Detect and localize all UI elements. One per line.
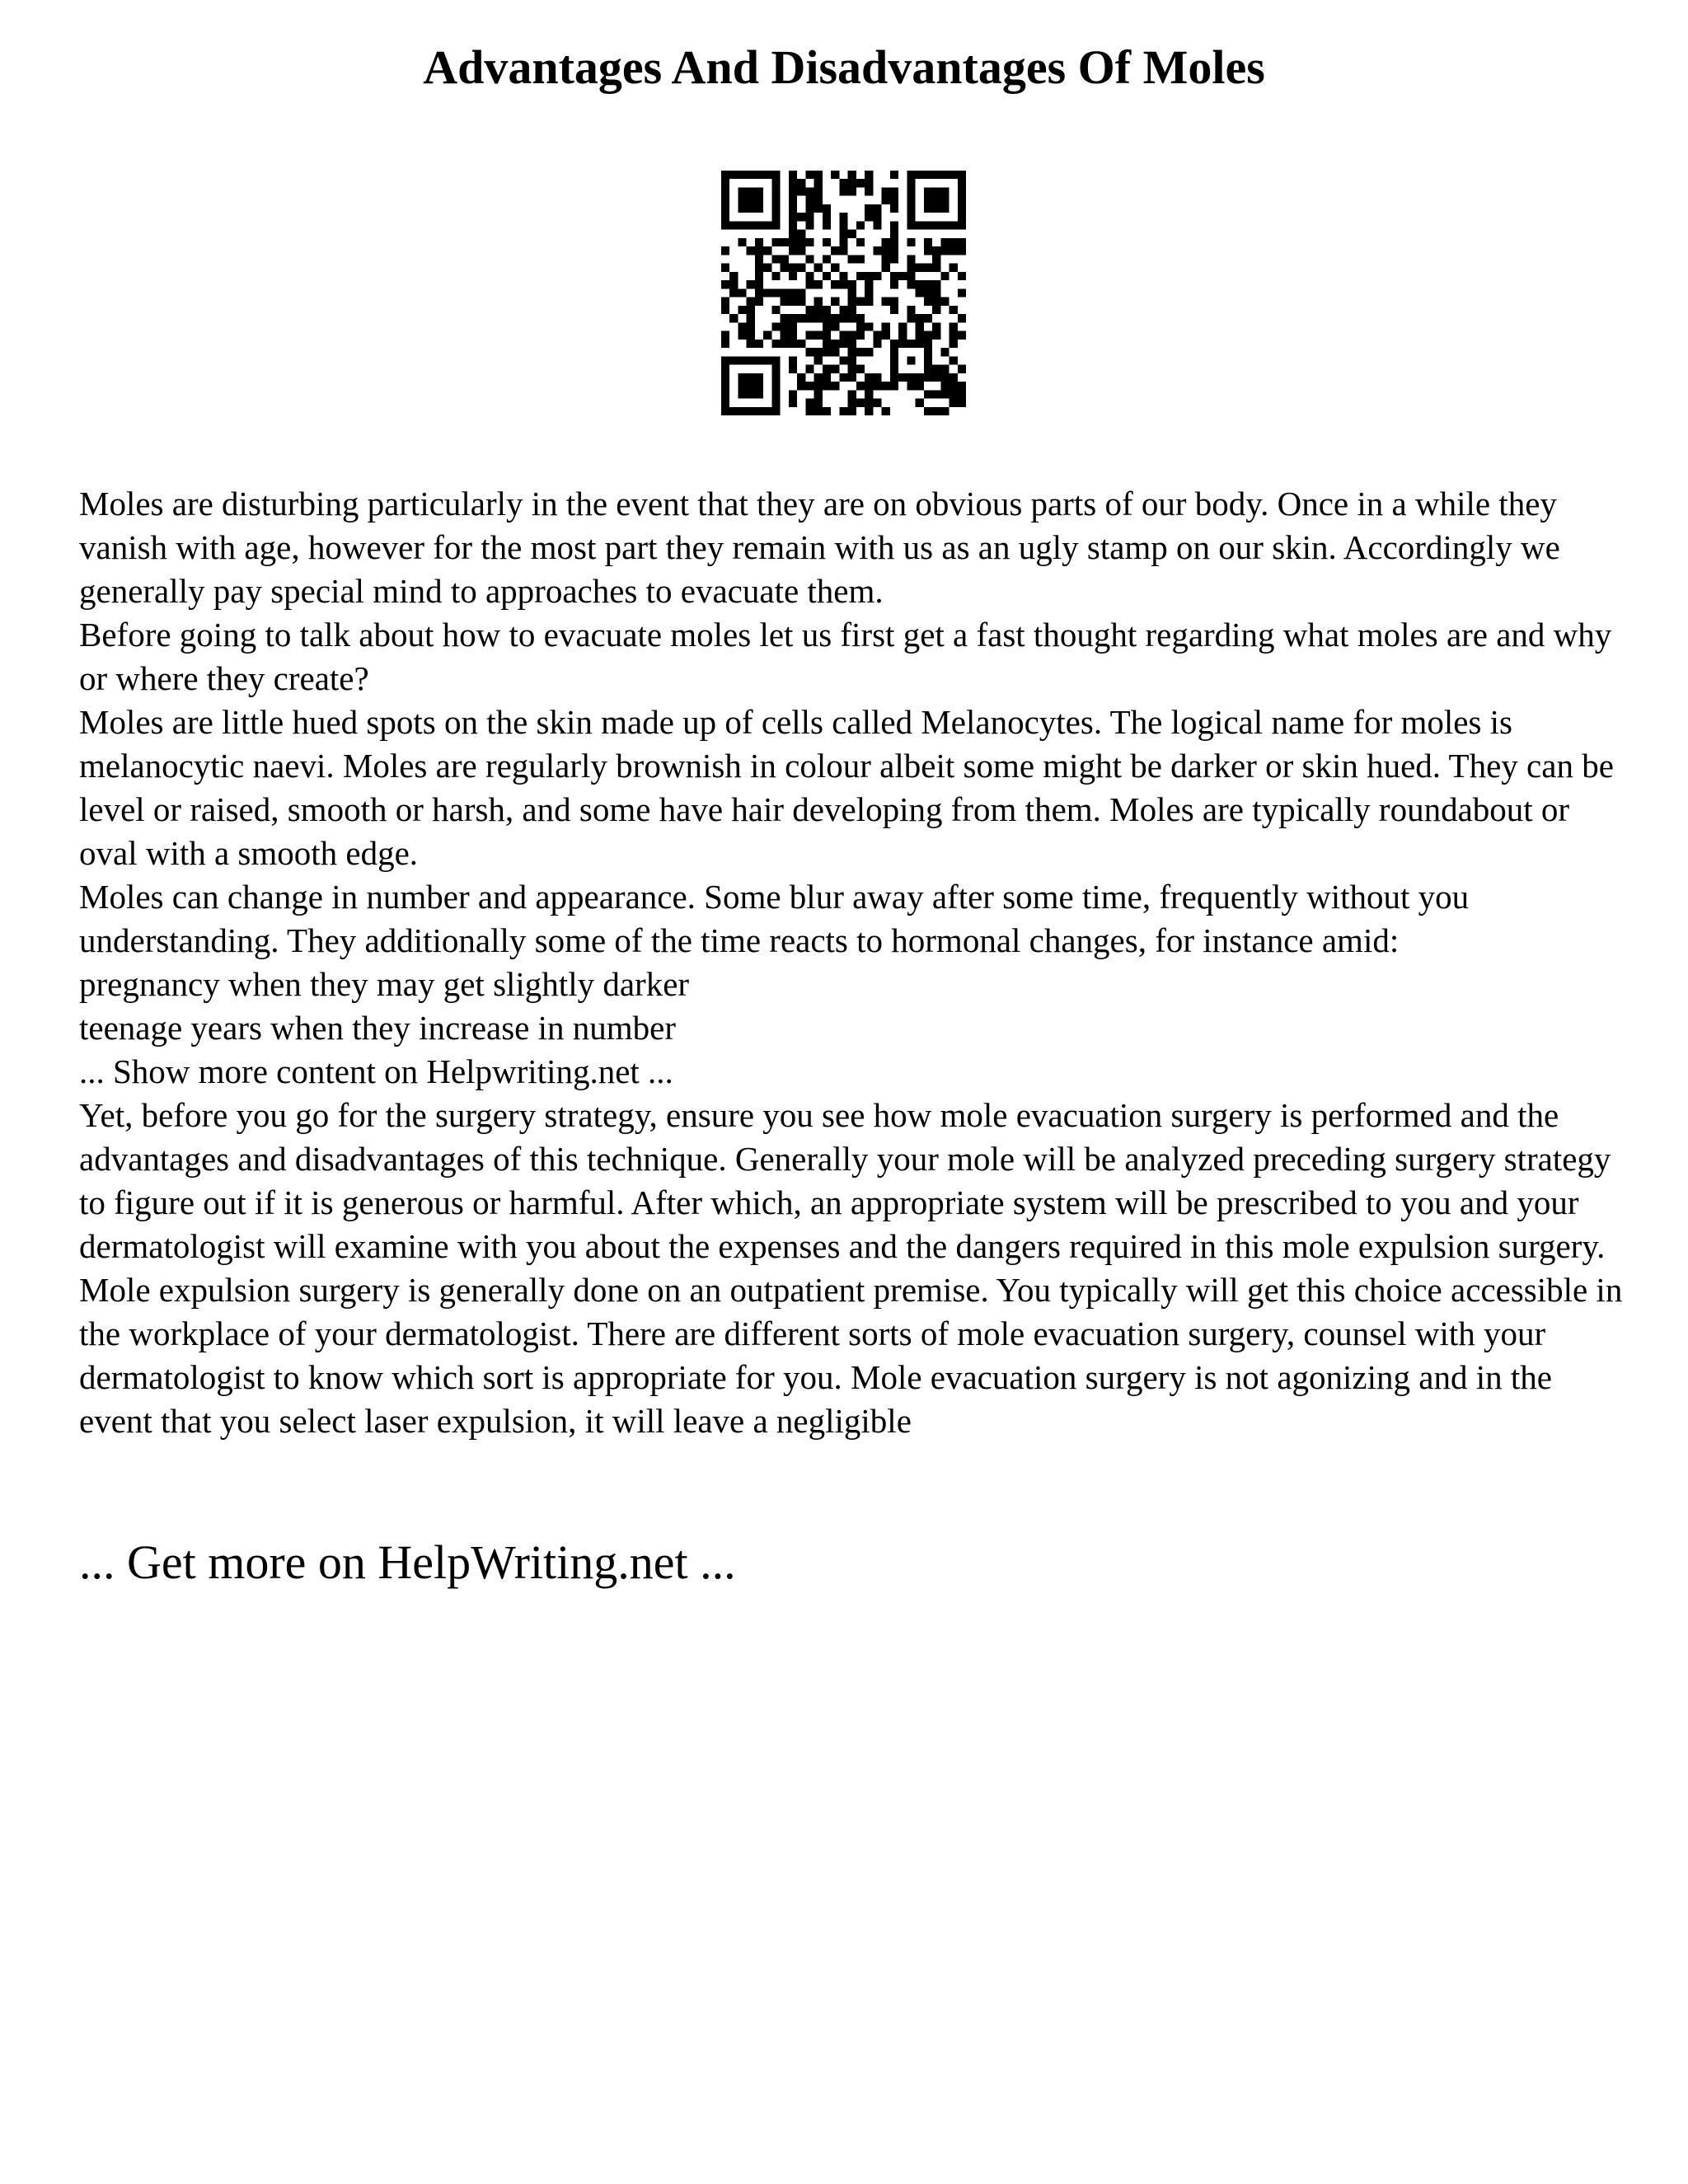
paragraph-definition: Moles are little hued spots on the skin made up of cells called Melanocytes. The logical name for moles is melanocytic naevi. Moles are regularly brownish in colour albeit some might be darker or skin hued. They can be level or raised, smooth or harsh, and some have hair developing from them. Moles are typically roundabout or oval with a smooth edge. [79,703,1614,872]
get-more-link[interactable]: ... Get more on HelpWriting.net ... [79,1535,736,1589]
show-more-link[interactable]: ... Show more content on Helpwriting.net ... [79,1052,673,1090]
qr-code-icon [721,171,966,415]
list-item-pregnancy: pregnancy when they may get slightly darker [79,965,690,1003]
paragraph-surgery: Yet, before you go for the surgery strategy, ensure you see how mole evacuation surgery is performed and the advantages and disadvantages of this technique. Generally your mole will be analyzed preceding surgery strategy to figure out if it is generous or harmful. After which, an appropriate system will be prescribed to you and your dermatologist will examine with you about the expenses and the dangers required in this mole expulsion surgery. Mole expulsion surgery is generally done on an outpatient premise. You typically will get this choice accessible in the workplace of your dermatologist. There are different sorts of mole evacuation surgery, counsel with your dermatologist to know which sort is appropriate for you. Mole evacuation surgery is not agonizing and in the event that you select laser expulsion, it will leave a negligible [79,1096,1623,1440]
paragraph-question: Before going to talk about how to evacuate moles let us first get a fast thought regarding what moles are and why or where they create? [79,616,1612,697]
list-item-teenage: teenage years when they increase in number [79,1009,677,1047]
paragraph-changes: Moles can change in number and appearance. Some blur away after some time, frequently without you understanding. They additionally some of the time reacts to hormonal changes, for instance amid: [79,878,1470,959]
paragraph-intro: Moles are disturbing particularly in the event that they are on obvious parts of our body. Once in a while they vanish with age, however for the most part they remain with us as an ugly stamp on our skin. Accordingly we generally pay special mind to approaches to evacuate them. [79,485,1560,610]
document-title: Advantages And Disadvantages Of Moles [423,40,1265,94]
document-body [79,482,1629,1443]
